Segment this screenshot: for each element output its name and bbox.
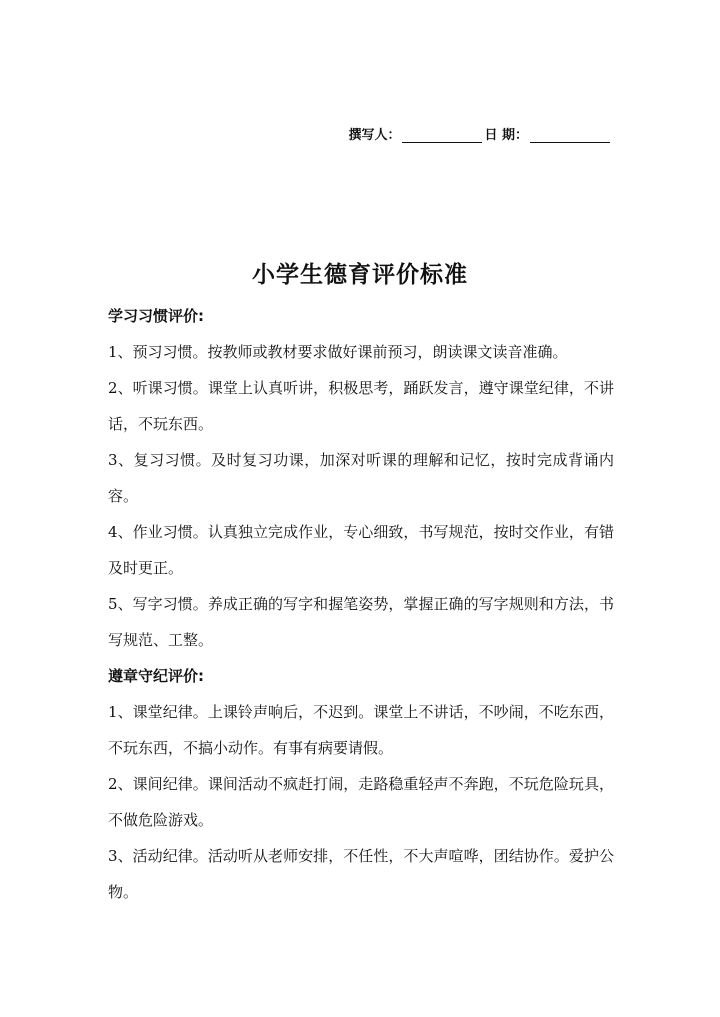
list-item: 1、预习习惯。按教师或教材要求做好课前预习，朗读课文读音准确。 [108,343,568,361]
author-date-line [348,124,612,143]
list-item: 3、活动纪律。活动听从老师安排，不任性，不大声喧哗，团结协作。爱护公物。 [108,847,614,901]
document-body [108,298,614,910]
list-item: 4、作业习惯。认真独立完成作业，专心细致，书写规范，按时交作业，有错及时更正。 [108,523,614,577]
list-item: 1、课堂纪律。上课铃声响后，不迟到。课堂上不讲话，不吵闹，不吃东西，不玩东西，不搞小动作。有事有病要请假。 [108,703,614,757]
section-heading-discipline: 遵章守纪评价: [108,667,204,685]
list-item: 2、课间纪律。课间活动不疯赶打闹，走路稳重轻声不奔跑，不玩危险玩具，不做危险游戏。 [108,775,614,829]
document-title: 小学生德育评价标准 [252,262,468,288]
date-label: 日 期： [484,128,528,143]
date-blank [530,128,610,143]
author-blank [402,128,482,143]
author-label: 撰写人： [348,128,401,143]
section-heading-study: 学习习惯评价: [108,307,204,325]
list-item: 3、复习习惯。及时复习功课，加深对听课的理解和记忆，按时完成背诵内容。 [108,451,614,505]
list-item: 5、写字习惯。养成正确的写字和握笔姿势，掌握正确的写字规则和方法，书写规范、工整。 [108,595,614,649]
list-item: 2、听课习惯。课堂上认真听讲，积极思考，踊跃发言，遵守课堂纪律，不讲话，不玩东西。 [108,379,614,433]
